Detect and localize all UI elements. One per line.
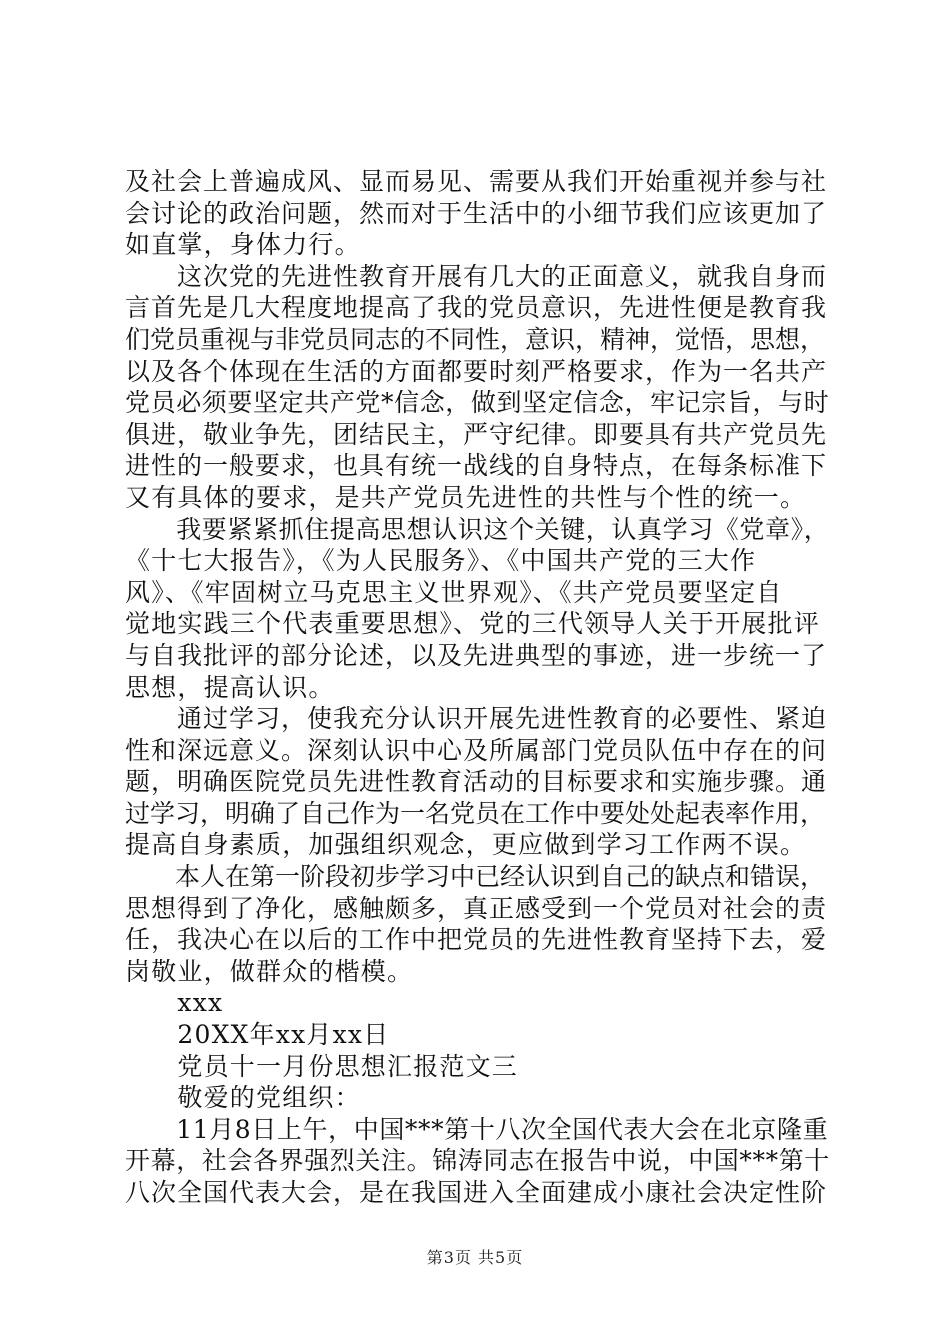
text-line: 党员十一月份思想汇报范文三 (125, 1051, 519, 1081)
text-line: 提高自身素质，加强组织观念，更应做到学习工作两不误。 (125, 830, 807, 860)
text-line: 过学习，明确了自己作为一名党员在工作中要处处起表率作用， (125, 798, 826, 828)
text-line: 八次全国代表大会，是在我国进入全面建成小康社会决定性阶 (125, 1178, 828, 1207)
text-line: 以及各个体现在生活的方面都要时刻严格要求，作为一名共产 (125, 356, 828, 386)
text-line: 岗敬业，做群众的楷模。 (125, 956, 414, 986)
text-line: 进性的一般要求，也具有统一战线的自身特点，在每条标准下 (125, 451, 828, 481)
text-line: 20XX年xx月xx日 (125, 1020, 390, 1050)
text-line: 通过学习，使我充分认识开展先进性教育的必要性、紧迫 (125, 704, 828, 734)
text-line: 又有具体的要求，是共产党员先进性的共性与个性的统一。 (125, 482, 807, 512)
text-line: 敬爱的党组织： (125, 1083, 361, 1113)
text-line: 任，我决心在以后的工作中把党员的先进性教育坚持下去，爱 (125, 925, 828, 955)
text-line: 《十七大报告》，《为人民服务》、《中国共产党的三大作 (125, 546, 757, 576)
text-line: 觉地实践三个代表重要思想》、党的三代领导人关于开展批评 (125, 609, 820, 639)
text-line: 如直掌，身体力行。 (125, 230, 361, 260)
text-line: 思想得到了净化，感触颇多，真正感受到一个党员对社会的责 (125, 893, 828, 923)
page-footer: 第3页 共5页 (426, 1248, 524, 1267)
text-line: 言首先是几大程度地提高了我的党员意识，先进性便是教育我 (125, 293, 828, 323)
text-line: 与自我批评的部分论述，以及先进典型的事迹，进一步统一了 (125, 640, 828, 670)
document-body (125, 166, 830, 1209)
text-line: 风》、《牢固树立马克思主义世界观》、《共产党员要坚定自 (125, 577, 783, 607)
text-line: 思想，提高认识。 (125, 672, 335, 702)
text-line: 们党员重视与非党员同志的不同性，意识，精神，觉悟，思想， (125, 324, 826, 354)
text-line: 本人在第一阶段初步学习中已经认识到自己的缺点和错误， (125, 862, 826, 892)
text-line: 开幕，社会各界强烈关注。锦涛同志在报告中说，中国***第十 (125, 1146, 830, 1176)
text-line: 及社会上普遍成风、显而易见、需要从我们开始重视并参与社 (125, 167, 828, 196)
text-line: 我要紧紧抓住提高思想认识这个关键，认真学习《党章》， (125, 514, 830, 544)
text-line: 会讨论的政治问题，然而对于生活中的小细节我们应该更加了 (125, 198, 828, 228)
text-line: 性和深远意义。深刻认识中心及所属部门党员队伍中存在的问 (125, 735, 828, 765)
text-line: xxx (125, 988, 224, 1018)
text-line: 11月8日上午，中国***第十八次全国代表大会在北京隆重 (125, 1114, 829, 1144)
text-line: 俱进，敬业争先，团结民主，严守纪律。即要具有共产党员先 (125, 419, 828, 449)
text-line: 题，明确医院党员先进性教育活动的目标要求和实施步骤。通 (125, 767, 828, 797)
text-line: 这次党的先进性教育开展有几大的正面意义，就我自身而 (125, 261, 828, 291)
text-line: 党员必须要坚定共产党*信念，做到坚定信念，牢记宗旨，与时 (125, 388, 830, 418)
